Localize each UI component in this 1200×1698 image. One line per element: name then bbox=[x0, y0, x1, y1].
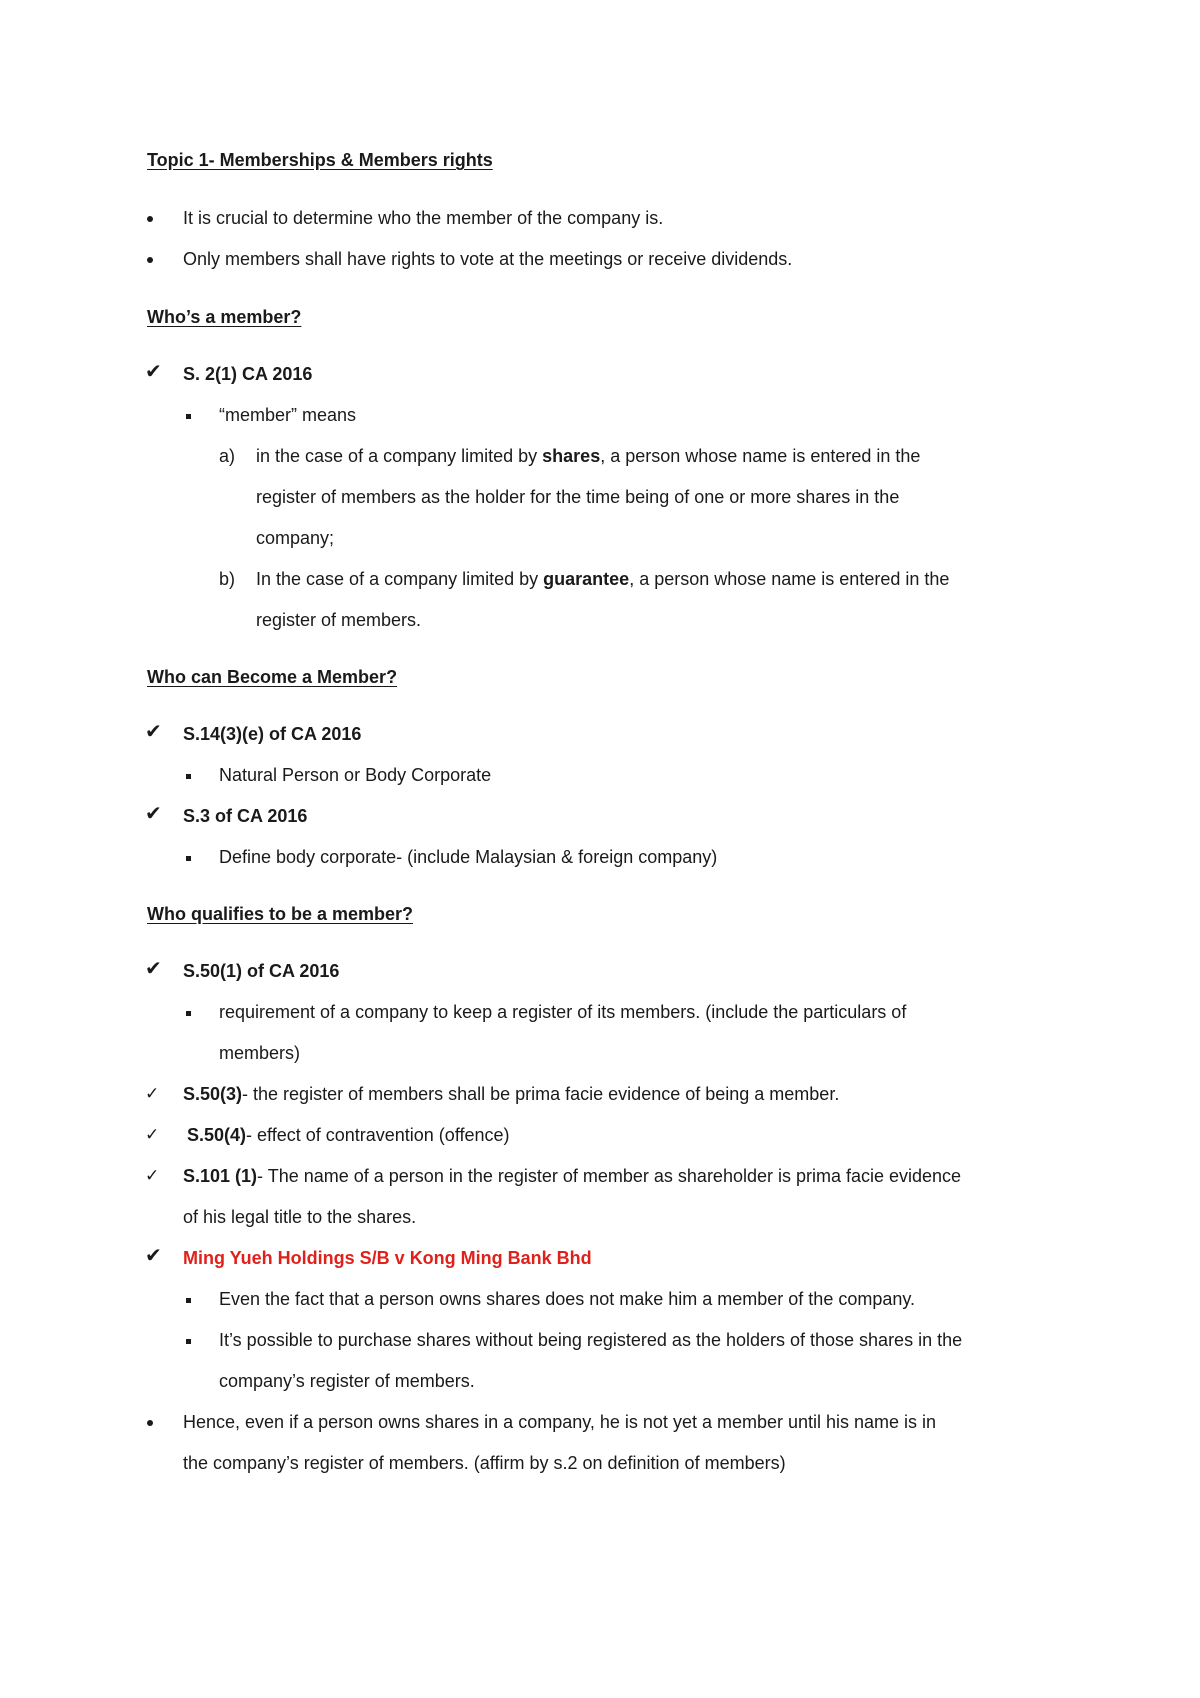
dot-bullet-icon bbox=[147, 248, 153, 270]
define-body-corporate-text: Define body corporate- (include Malaysian & foreign company) bbox=[219, 847, 718, 867]
item-b-line-1: In the case of a company limited by guarantee, a person whose name is entered in the bbox=[256, 569, 950, 589]
section-heading-who-can-become: Who can Become a Member? bbox=[147, 667, 398, 687]
conclusion-line-1: Hence, even if a person owns shares in a company, he is not yet a member until his name is in bbox=[183, 1412, 937, 1432]
conclusion-line-2: the company’s register of members. (affirm by s.2 on definition of members) bbox=[183, 1453, 786, 1473]
item-a-marker: a) bbox=[219, 446, 236, 466]
item-a-line-3: company; bbox=[256, 528, 335, 548]
natural-person-text: Natural Person or Body Corporate bbox=[219, 765, 492, 785]
square-bullet-icon bbox=[186, 846, 191, 868]
square-bullet-icon bbox=[186, 1288, 191, 1310]
square-bullet-icon bbox=[186, 1329, 191, 1351]
case-point-2-line-2: company’s register of members. bbox=[219, 1371, 475, 1391]
register-requirement-line-1: requirement of a company to keep a register of its members. (include the particulars of bbox=[219, 1002, 907, 1022]
square-bullet-icon bbox=[186, 1001, 191, 1023]
intro-bullet-2: Only members shall have rights to vote at the meetings or receive dividends. bbox=[183, 249, 793, 269]
statute-s50-1: S.50(1) of CA 2016 bbox=[183, 961, 340, 981]
check-mark-icon: ✓ bbox=[145, 1125, 160, 1144]
statute-s50-4-line: S.50(4)- effect of contravention (offence) bbox=[187, 1125, 510, 1145]
item-a-line-2: register of members as the holder for the time being of one or more shares in the bbox=[256, 487, 900, 507]
register-requirement-line-2: members) bbox=[219, 1043, 301, 1063]
statute-s14-3-e: S.14(3)(e) of CA 2016 bbox=[183, 724, 362, 744]
check-mark-icon: ✔ bbox=[145, 803, 162, 825]
member-means-label: “member” means bbox=[219, 405, 357, 425]
check-mark-icon: ✔ bbox=[145, 1245, 162, 1267]
section-heading-whos-a-member: Who’s a member? bbox=[147, 307, 302, 327]
dot-bullet-icon bbox=[147, 207, 153, 229]
item-b-marker: b) bbox=[219, 569, 236, 589]
intro-bullet-1: It is crucial to determine who the member of the company is. bbox=[183, 208, 664, 228]
item-a-line-1: in the case of a company limited by shares, a person whose name is entered in the bbox=[256, 446, 921, 466]
page-title: Topic 1- Memberships & Members rights bbox=[147, 150, 493, 170]
case-point-2-line-1: It’s possible to purchase shares without being registered as the holders of those shares in the bbox=[219, 1330, 963, 1350]
case-point-1: Even the fact that a person owns shares does not make him a member of the company. bbox=[219, 1289, 916, 1309]
section-heading-who-qualifies: Who qualifies to be a member? bbox=[147, 904, 414, 924]
statute-s50-3-line: S.50(3)- the register of members shall be prima facie evidence of being a member. bbox=[183, 1084, 840, 1104]
dot-bullet-icon bbox=[147, 1411, 153, 1433]
statute-s3: S.3 of CA 2016 bbox=[183, 806, 308, 826]
item-b-line-2: register of members. bbox=[256, 610, 422, 630]
check-mark-icon: ✓ bbox=[145, 1084, 160, 1103]
statute-s101-1-line-2: of his legal title to the shares. bbox=[183, 1207, 417, 1227]
check-mark-icon: ✔ bbox=[145, 721, 162, 743]
check-mark-icon: ✔ bbox=[145, 958, 162, 980]
check-mark-icon: ✓ bbox=[145, 1166, 160, 1185]
statute-s2-1: S. 2(1) CA 2016 bbox=[183, 364, 313, 384]
statute-s101-1-line-1: S.101 (1)- The name of a person in the register of member as shareholder is prima facie evidence bbox=[183, 1166, 962, 1186]
check-mark-icon: ✔ bbox=[145, 361, 162, 383]
square-bullet-icon bbox=[186, 764, 191, 786]
square-bullet-icon bbox=[186, 404, 191, 426]
case-name: Ming Yueh Holdings S/B v Kong Ming Bank Bhd bbox=[183, 1248, 592, 1268]
